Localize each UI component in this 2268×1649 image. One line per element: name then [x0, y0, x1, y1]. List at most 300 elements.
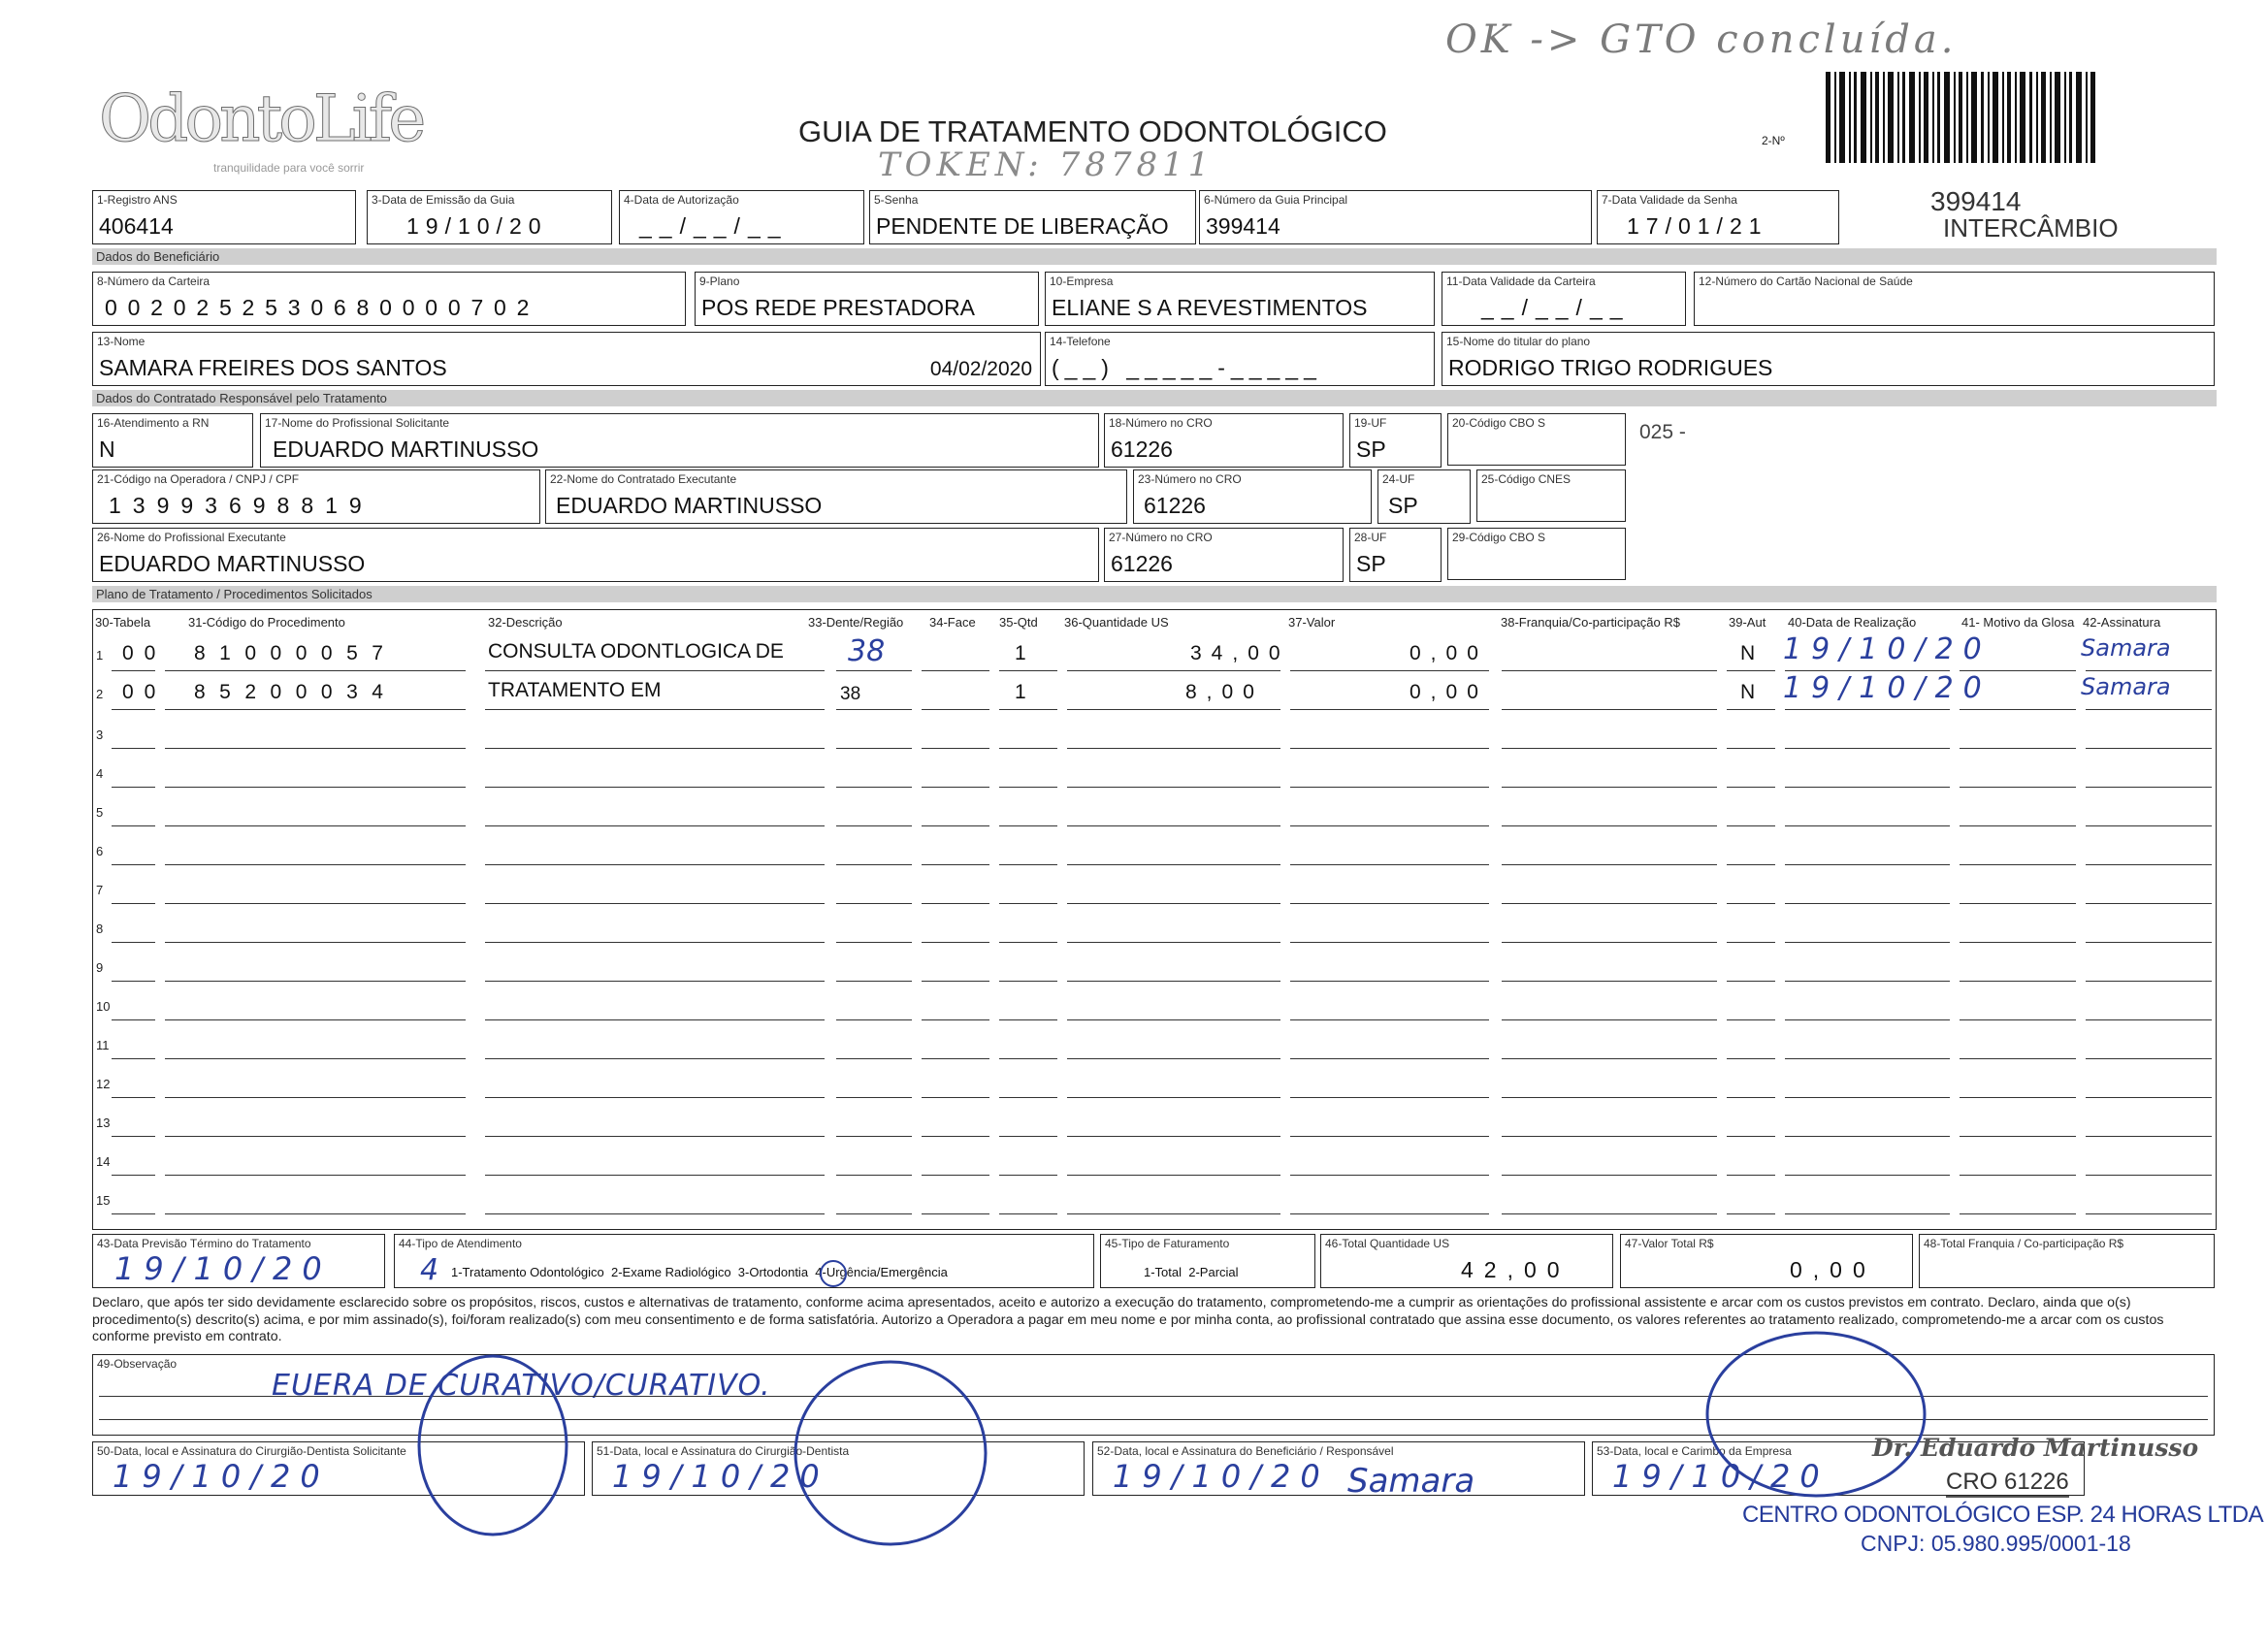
field-plano[interactable]: 9-Plano POS REDE PRESTADORA — [695, 272, 1039, 326]
row-underline — [836, 980, 912, 982]
token-note: TOKEN: 787811 — [878, 146, 1215, 184]
row-underline — [112, 902, 155, 904]
field-profissional-executante[interactable]: 26-Nome do Profissional Executante EDUARDO MARTINUSSO — [92, 528, 1099, 582]
row-underline — [1067, 669, 1280, 671]
row-underline — [2086, 980, 2212, 982]
row-underline — [165, 1057, 466, 1059]
row-underline — [1960, 1096, 2076, 1098]
row-underline — [1727, 1096, 1775, 1098]
row-underline — [1727, 863, 1775, 865]
row-underline — [1785, 708, 1950, 710]
row-number: 7 — [96, 883, 104, 897]
row-underline — [1727, 786, 1775, 788]
field-previsao-termino[interactable]: 43-Data Previsão Término do Tratamento 19/10/20 — [92, 1234, 385, 1288]
page-title: GUIA DE TRATAMENTO ODONTOLÓGICO — [798, 114, 1387, 148]
row-underline — [1960, 1174, 2076, 1176]
field-nome[interactable]: 13-Nome SAMARA FREIRES DOS SANTOS 04/02/2020 — [92, 332, 1041, 386]
row-underline — [1067, 902, 1280, 904]
row-underline — [999, 863, 1057, 865]
guide-no-label: 2-Nº — [1762, 134, 1785, 147]
row-underline — [2086, 1174, 2212, 1176]
row-underline — [999, 824, 1057, 826]
col-qtd: 35-Qtd — [999, 615, 1038, 630]
row-underline — [922, 941, 989, 943]
row-number: 12 — [96, 1077, 111, 1091]
row-underline — [1290, 1174, 1489, 1176]
row-underline — [165, 1096, 466, 1098]
row2-assinatura: Samara — [2081, 673, 2171, 700]
doctor-signature: Dr. Eduardo Martinusso — [1872, 1434, 2199, 1462]
row-underline — [999, 1057, 1057, 1059]
row1-codigo: 81000057 — [194, 642, 398, 664]
row-underline — [112, 669, 155, 671]
field-observacao[interactable]: 49-Observação EUERA DE CURATIVO/CURATIVO. — [92, 1354, 2215, 1436]
row-underline — [1290, 824, 1489, 826]
signature-empresa[interactable]: 53-Data, local e Carimbo da Empresa 19/10/20 — [1592, 1441, 2085, 1496]
row1-aut: N — [1740, 642, 1756, 664]
field-empresa[interactable]: 10-Empresa ELIANE S A REVESTIMENTOS — [1045, 272, 1435, 326]
row-underline — [165, 708, 466, 710]
row-underline — [1067, 941, 1280, 943]
field-tipo-faturamento[interactable]: 45-Tipo de Faturamento 1-Total 2-Parcial — [1100, 1234, 1315, 1288]
col-face: 34-Face — [929, 615, 976, 630]
row-underline — [1502, 1018, 1717, 1020]
row-underline — [1067, 1096, 1280, 1098]
row2-qtd: 1 — [1015, 681, 1026, 703]
row-underline — [1785, 941, 1950, 943]
row-underline — [1727, 824, 1775, 826]
row-underline — [1502, 786, 1717, 788]
row-underline — [1785, 1174, 1950, 1176]
cbo-20-note: 025 - — [1639, 421, 1686, 443]
row-underline — [485, 786, 825, 788]
stamp-cnpj: CNPJ: 05.980.995/0001-18 — [1861, 1531, 2131, 1556]
observacao-text: EUERA DE CURATIVO/CURATIVO. — [272, 1369, 771, 1403]
stamp-company: CENTRO ODONTOLÓGICO ESP. 24 HORAS LTDA — [1742, 1502, 2264, 1528]
field-validade-senha[interactable]: 7-Data Validade da Senha 17/01/21 — [1597, 190, 1839, 244]
row-underline — [1727, 980, 1775, 982]
col-dente: 33-Dente/Região — [808, 615, 904, 630]
row1-qtd: 1 — [1015, 642, 1026, 664]
field-cartao-nacional-saude[interactable]: 12-Número do Cartão Nacional de Saúde — [1694, 272, 2215, 326]
row-underline — [1785, 747, 1950, 749]
row-number: 8 — [96, 922, 104, 936]
row-underline — [1290, 1057, 1489, 1059]
row-underline — [999, 747, 1057, 749]
row1-assinatura: Samara — [2081, 634, 2171, 662]
row-underline — [1502, 1212, 1717, 1214]
row-underline — [485, 669, 825, 671]
observacao-line — [99, 1419, 2208, 1420]
row-underline — [922, 980, 989, 982]
field-numero-carteira[interactable]: 8-Número da Carteira 0020252530680000702 — [92, 272, 686, 326]
row-underline — [1290, 708, 1489, 710]
row-underline — [1290, 669, 1489, 671]
row-underline — [1067, 1135, 1280, 1137]
row2-dente: 38 — [840, 684, 861, 704]
row-underline — [1067, 980, 1280, 982]
row-number: 9 — [96, 960, 104, 975]
row-underline — [922, 863, 989, 865]
row2-aut: N — [1740, 681, 1756, 703]
field-total-qtd-us[interactable]: 46-Total Quantidade US 42,00 — [1320, 1234, 1613, 1288]
row-underline — [922, 708, 989, 710]
field-cro-27[interactable]: 27-Número no CRO 61226 — [1104, 528, 1344, 582]
row2-descricao: TRATAMENTO EM — [488, 679, 662, 701]
row-underline — [1290, 747, 1489, 749]
row-underline — [999, 786, 1057, 788]
row-underline — [112, 1057, 155, 1059]
row-underline — [165, 824, 466, 826]
row-number: 15 — [96, 1193, 111, 1208]
row-underline — [1960, 941, 2076, 943]
row-underline — [485, 1135, 825, 1137]
row-underline — [485, 708, 825, 710]
row-underline — [112, 980, 155, 982]
row-number: 3 — [96, 728, 104, 742]
row-underline — [112, 1135, 155, 1137]
row-underline — [836, 669, 912, 671]
row-underline — [1785, 1057, 1950, 1059]
row-underline — [2086, 902, 2212, 904]
row-underline — [2086, 1096, 2212, 1098]
field-uf-24[interactable]: 24-UF SP — [1377, 469, 1471, 524]
row-underline — [922, 902, 989, 904]
row-underline — [922, 1057, 989, 1059]
guide-number: 399414 — [1930, 186, 2022, 216]
row-underline — [165, 1174, 466, 1176]
row-number: 1 — [96, 648, 104, 663]
row-underline — [836, 863, 912, 865]
row1-tabela: 00 — [122, 642, 167, 664]
row-underline — [1502, 1096, 1717, 1098]
row-underline — [1960, 1212, 2076, 1214]
row-number: 2 — [96, 687, 104, 701]
row-underline — [1960, 824, 2076, 826]
row-underline — [1290, 941, 1489, 943]
row-number: 6 — [96, 844, 104, 858]
row-underline — [1727, 1174, 1775, 1176]
row-underline — [1727, 1057, 1775, 1059]
row-underline — [2086, 708, 2212, 710]
signature-solicitante[interactable]: 50-Data, local e Assinatura do Cirurgião-Dentista Solicitante 19/10/20 — [92, 1441, 585, 1496]
col-assinatura: 42-Assinatura — [2083, 615, 2161, 630]
row-underline — [1960, 1135, 2076, 1137]
row-number: 14 — [96, 1154, 111, 1169]
row-underline — [1960, 1018, 2076, 1020]
row-underline — [836, 1018, 912, 1020]
row-underline — [1785, 1212, 1950, 1214]
row-underline — [1290, 1212, 1489, 1214]
row-underline — [2086, 941, 2212, 943]
row-underline — [485, 1174, 825, 1176]
row-underline — [999, 1135, 1057, 1137]
row-underline — [1502, 902, 1717, 904]
row-underline — [112, 747, 155, 749]
row-number: 13 — [96, 1116, 111, 1130]
row-underline — [1727, 1135, 1775, 1137]
field-total-franquia[interactable]: 48-Total Franquia / Co-participação R$ — [1919, 1234, 2215, 1288]
row1-data: 19/10/20 — [1783, 632, 1992, 666]
row-underline — [165, 786, 466, 788]
row-underline — [836, 747, 912, 749]
row-underline — [2086, 669, 2212, 671]
row-underline — [485, 1096, 825, 1098]
row-underline — [165, 1212, 466, 1214]
col-data-realizacao: 40-Data de Realização — [1788, 615, 1917, 630]
row-underline — [1727, 902, 1775, 904]
field-uf-19[interactable]: 19-UF SP — [1349, 413, 1442, 468]
row-underline — [1067, 1018, 1280, 1020]
field-codigo-operadora[interactable]: 21-Código na Operadora / CNPJ / CPF 13993698819 — [92, 469, 540, 524]
row-underline — [165, 747, 466, 749]
row-underline — [1960, 980, 2076, 982]
row2-data: 19/10/20 — [1783, 671, 1992, 705]
row-underline — [1502, 747, 1717, 749]
row2-tabela: 00 — [122, 681, 167, 703]
row-underline — [1785, 902, 1950, 904]
field-uf-28[interactable]: 28-UF SP — [1349, 528, 1442, 582]
row-underline — [1960, 902, 2076, 904]
row-underline — [1290, 863, 1489, 865]
row-underline — [485, 1212, 825, 1214]
row-underline — [1502, 980, 1717, 982]
row-underline — [1290, 786, 1489, 788]
row-underline — [112, 824, 155, 826]
row-underline — [1727, 941, 1775, 943]
row-underline — [1502, 824, 1717, 826]
field-guia-principal[interactable]: 6-Número da Guia Principal 399414 — [1199, 190, 1592, 244]
field-registro-ans[interactable]: 1-Registro ANS 406414 — [92, 190, 356, 244]
field-profissional-solicitante[interactable]: 17-Nome do Profissional Solicitante EDUARDO MARTINUSSO — [260, 413, 1099, 468]
row-underline — [836, 1212, 912, 1214]
row-underline — [2086, 747, 2212, 749]
col-valor: 37-Valor — [1288, 615, 1336, 630]
field-data-emissao[interactable]: 3-Data de Emissão da Guia 19/10/20 — [367, 190, 612, 244]
row-underline — [2086, 1057, 2212, 1059]
row-underline — [836, 708, 912, 710]
row-underline — [922, 786, 989, 788]
row-underline — [1502, 1174, 1717, 1176]
row-underline — [1960, 708, 2076, 710]
row-underline — [165, 1135, 466, 1137]
row-underline — [485, 1018, 825, 1020]
field-cbo-29[interactable]: 29-Código CBO S — [1447, 528, 1626, 580]
field-cro-23[interactable]: 23-Número no CRO 61226 — [1133, 469, 1372, 524]
row-underline — [2086, 863, 2212, 865]
row-underline — [1727, 747, 1775, 749]
row-number: 10 — [96, 999, 111, 1014]
row-underline — [999, 708, 1057, 710]
col-motivo-glosa: 41- Motivo da Glosa — [1961, 615, 2075, 630]
row-underline — [112, 1212, 155, 1214]
row-underline — [836, 1096, 912, 1098]
row2-valor: 0,00 — [1409, 681, 1488, 703]
row-underline — [922, 1135, 989, 1137]
row-underline — [165, 669, 466, 671]
row-underline — [1290, 980, 1489, 982]
row1-dente: 38 — [848, 634, 886, 668]
row-underline — [485, 941, 825, 943]
row-underline — [1290, 1135, 1489, 1137]
row-underline — [112, 863, 155, 865]
col-qtd-us: 36-Quantidade US — [1064, 615, 1169, 630]
row-number: 11 — [96, 1038, 110, 1052]
row-underline — [836, 1174, 912, 1176]
row-underline — [1727, 1212, 1775, 1214]
field-contratado-executante[interactable]: 22-Nome do Contratado Executante EDUARDO MARTINUSSO — [545, 469, 1127, 524]
row-underline — [1502, 1135, 1717, 1137]
row-underline — [1960, 747, 2076, 749]
row-underline — [836, 902, 912, 904]
row-underline — [922, 1212, 989, 1214]
row-underline — [999, 669, 1057, 671]
declaration-text: Declaro, que após ter sido devidamente esclarecido sobre os propósitos, riscos, custos e alternativas de tratamento, conforme acima apresentados, aceito e autorizo a execução do tratamento, comprometendo-me a cumprir as orientações do profissional assistente e arcar com os custos previstos em contrato. Declaro, ainda que o(s) procedimento(s) descrito(s) acima, e por mim assinado(s), foi/foram realizado(s) com meu consentimento e de forma satisfatória. Autorizo a Operadora a pagar em meu nome e por minha conta, ao profissional contratado que assina esse documento, os valores referentes ao tratamento realizado, comprometendo-me a arcar com os custos conforme previsto em contrato. — [92, 1295, 2164, 1344]
row-underline — [1502, 1057, 1717, 1059]
logo-tagline: tranquilidade para você sorrir — [213, 161, 365, 175]
row-underline — [112, 941, 155, 943]
row-underline — [485, 1057, 825, 1059]
row-underline — [112, 786, 155, 788]
row-underline — [2086, 1212, 2212, 1214]
row1-qtd-us: 34,00 — [1190, 642, 1290, 664]
row-underline — [1067, 863, 1280, 865]
row-underline — [112, 1096, 155, 1098]
row-underline — [999, 941, 1057, 943]
observacao-line — [99, 1396, 2208, 1397]
row-underline — [1785, 1018, 1950, 1020]
row-underline — [2086, 1018, 2212, 1020]
row-underline — [999, 1212, 1057, 1214]
field-atendimento-rn[interactable]: 16-Atendimento a RN N — [92, 413, 253, 468]
row-underline — [1067, 786, 1280, 788]
urgencia-circle-mark — [820, 1260, 847, 1287]
row-underline — [836, 1057, 912, 1059]
field-tipo-atendimento[interactable]: 44-Tipo de Atendimento 4 1-Tratamento Odontológico 2-Exame Radiológico 3-Ortodontia 4-Urgência/Emergência — [394, 1234, 1094, 1288]
row-underline — [836, 1135, 912, 1137]
row-underline — [485, 863, 825, 865]
row-underline — [485, 980, 825, 982]
row-underline — [922, 669, 989, 671]
row-underline — [485, 902, 825, 904]
row-underline — [2086, 786, 2212, 788]
row1-valor: 0,00 — [1409, 642, 1488, 664]
col-franquia: 38-Franquia/Co-participação R$ — [1501, 615, 1680, 630]
pencil-note: OK -> GTO concluída. — [1445, 17, 1958, 62]
row-underline — [1067, 824, 1280, 826]
row-underline — [836, 941, 912, 943]
logo-text: OdontoLife — [99, 81, 423, 156]
row-underline — [112, 1018, 155, 1020]
row-underline — [165, 941, 466, 943]
row-underline — [1502, 941, 1717, 943]
row-underline — [999, 902, 1057, 904]
row-underline — [1960, 863, 2076, 865]
row-underline — [1067, 747, 1280, 749]
row-underline — [2086, 824, 2212, 826]
field-data-autorizacao[interactable]: 4-Data de Autorização __/__/__ — [619, 190, 864, 244]
row-underline — [999, 1096, 1057, 1098]
row-underline — [922, 824, 989, 826]
signature-beneficiario[interactable]: 52-Data, local e Assinatura do Beneficiário / Responsável 19/10/20 Samara — [1092, 1441, 1585, 1496]
guide-type: INTERCÂMBIO — [1943, 213, 2119, 242]
row-underline — [922, 1096, 989, 1098]
signature-cirurgiao[interactable]: 51-Data, local e Assinatura do Cirurgião-Dentista 19/10/20 — [592, 1441, 1085, 1496]
odontolife-logo — [99, 81, 423, 182]
row-underline — [1290, 902, 1489, 904]
row-underline — [165, 902, 466, 904]
field-cbo-20[interactable]: 20-Código CBO S — [1447, 413, 1626, 466]
field-valor-total[interactable]: 47-Valor Total R$ 0,00 — [1620, 1234, 1913, 1288]
row-underline — [1290, 1018, 1489, 1020]
row-underline — [922, 1018, 989, 1020]
row-underline — [1785, 786, 1950, 788]
col-tabela: 30-Tabela — [95, 615, 151, 630]
row-underline — [1067, 1174, 1280, 1176]
field-cnes[interactable]: 25-Código CNES — [1476, 469, 1626, 522]
row1-descricao: CONSULTA ODONTLOGICA DE — [488, 640, 784, 663]
row2-qtd-us: 8,00 — [1185, 681, 1264, 703]
row-underline — [922, 747, 989, 749]
row-underline — [999, 980, 1057, 982]
row-underline — [1067, 1057, 1280, 1059]
row-underline — [1067, 1212, 1280, 1214]
col-codigo: 31-Código do Procedimento — [188, 615, 345, 630]
row-underline — [485, 824, 825, 826]
row-underline — [485, 747, 825, 749]
row-underline — [112, 708, 155, 710]
stamp-cro: CRO 61226 — [1946, 1469, 2069, 1498]
row-underline — [1502, 708, 1717, 710]
row-underline — [922, 1174, 989, 1176]
row-underline — [999, 1018, 1057, 1020]
col-aut: 39-Aut — [1729, 615, 1766, 630]
row-number: 5 — [96, 805, 104, 820]
row-underline — [1785, 824, 1950, 826]
row-number: 4 — [96, 766, 104, 781]
row-underline — [165, 1018, 466, 1020]
field-cro-18[interactable]: 18-Número no CRO 61226 — [1104, 413, 1344, 468]
row-underline — [836, 786, 912, 788]
row-underline — [165, 863, 466, 865]
row-underline — [165, 980, 466, 982]
row-underline — [836, 824, 912, 826]
row-underline — [1785, 1135, 1950, 1137]
row-underline — [1727, 669, 1775, 671]
field-validade-carteira[interactable]: 11-Data Validade da Carteira __/__/__ — [1442, 272, 1686, 326]
field-telefone[interactable]: 14-Telefone (__) _____-_____ — [1045, 332, 1435, 386]
row-underline — [1960, 1057, 2076, 1059]
row-underline — [1290, 1096, 1489, 1098]
row-underline — [1727, 1018, 1775, 1020]
section-contratado: Dados do Contratado Responsável pelo Tratamento — [92, 390, 2217, 406]
row-underline — [1727, 708, 1775, 710]
row-underline — [1960, 786, 2076, 788]
field-titular-plano[interactable]: 15-Nome do titular do plano RODRIGO TRIGO RODRIGUES — [1442, 332, 2215, 386]
barcode — [1826, 72, 2097, 163]
section-beneficiario: Dados do Beneficiário — [92, 248, 2217, 265]
row-underline — [1502, 863, 1717, 865]
row-underline — [1067, 708, 1280, 710]
row-underline — [1502, 669, 1717, 671]
row2-codigo: 85200034 — [194, 681, 398, 703]
section-plano-tratamento: Plano de Tratamento / Procedimentos Solicitados — [92, 586, 2217, 602]
row-underline — [999, 1174, 1057, 1176]
field-senha[interactable]: 5-Senha PENDENTE DE LIBERAÇÃO — [869, 190, 1196, 244]
row-underline — [1785, 980, 1950, 982]
row-underline — [2086, 1135, 2212, 1137]
col-descricao: 32-Descrição — [488, 615, 563, 630]
